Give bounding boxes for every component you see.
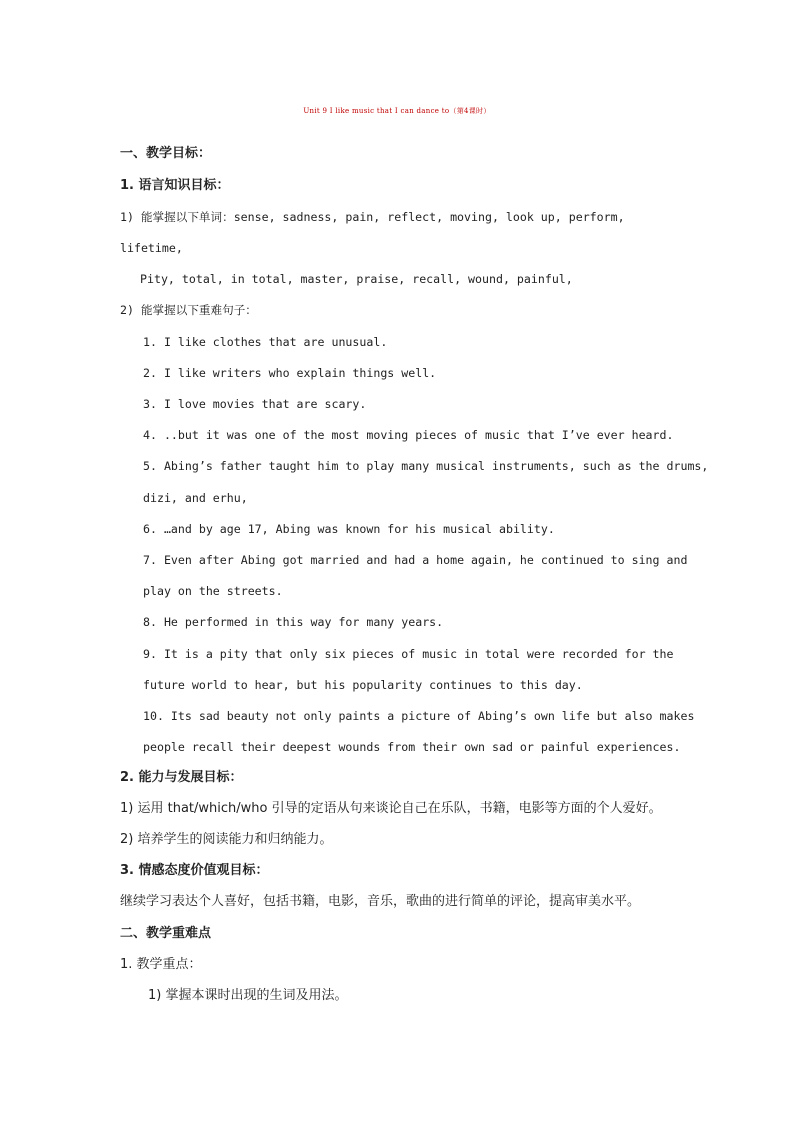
sentence-line: dizi, and erhu, — [143, 491, 248, 505]
words-line-1: 1) 能掌握以下单词：sense, sadness, pain, reflect, moving, look up, perform, — [120, 210, 625, 224]
sentence-line: 4. ..but it was one of the most moving pieces of music that I’ve ever heard. — [143, 428, 674, 442]
sentence-line: future world to hear, but his popularity continues to this day. — [143, 678, 583, 692]
sentence-line: 8. He performed in this way for many years. — [143, 615, 444, 629]
sentence-line: 7. Even after Abing got married and had a home again, he continued to sing and — [143, 553, 688, 567]
words-line-2: Pity, total, in total, master, praise, recall, wound, painful, — [140, 272, 573, 286]
sentence-line: 6. …and by age 17, Abing was known for his musical ability. — [143, 522, 555, 536]
sentence-line: 10. Its sad beauty not only paints a picture of Abing’s own life but also makes — [143, 709, 695, 723]
sentence-line: 3. I love movies that are scary. — [143, 397, 367, 411]
sentence-line: 1. I like clothes that are unusual. — [143, 335, 388, 349]
subheading-knowledge: 1. 语言知识目标： — [120, 178, 230, 193]
sentence-line: 5. Abing’s father taught him to play many musical instruments, such as the drums, — [143, 459, 709, 473]
subheading-emotion: 3. 情感态度价值观目标： — [120, 863, 269, 878]
subheading-ability: 2. 能力与发展目标： — [120, 770, 243, 785]
sentence-line: play on the streets. — [143, 584, 283, 598]
ability-item: 2) 培养学生的阅读能力和归纳能力。 — [120, 832, 333, 847]
section-heading-key-points: 二、教学重难点 — [120, 926, 212, 941]
page-title: Unit 9 I like music that I can dance to（第4课时） — [303, 107, 491, 115]
sentence-line: people recall their deepest wounds from their own sad or painful experiences. — [143, 740, 681, 754]
sentence-line: 9. It is a pity that only six pieces of music in total were recorded for the — [143, 647, 674, 661]
ability-item: 1) 运用 that/which/who 引导的定语从句来谈论自己在乐队，书籍，电影等方面的个人爱好。 — [120, 801, 662, 816]
emotion-text: 继续学习表达个人喜好，包括书籍，电影，音乐，歌曲的进行简单的评论，提高审美水平。 — [120, 894, 641, 909]
focus-item: 1) 掌握本课时出现的生词及用法。 — [148, 988, 348, 1003]
sentence-line: 2. I like writers who explain things well. — [143, 366, 437, 380]
focus-heading: 1. 教学重点： — [120, 957, 202, 972]
sentences-intro: 2) 能掌握以下重难句子： — [120, 303, 257, 317]
words-line-1b: lifetime, — [120, 241, 183, 255]
section-heading-objectives: 一、教学目标： — [120, 146, 212, 161]
